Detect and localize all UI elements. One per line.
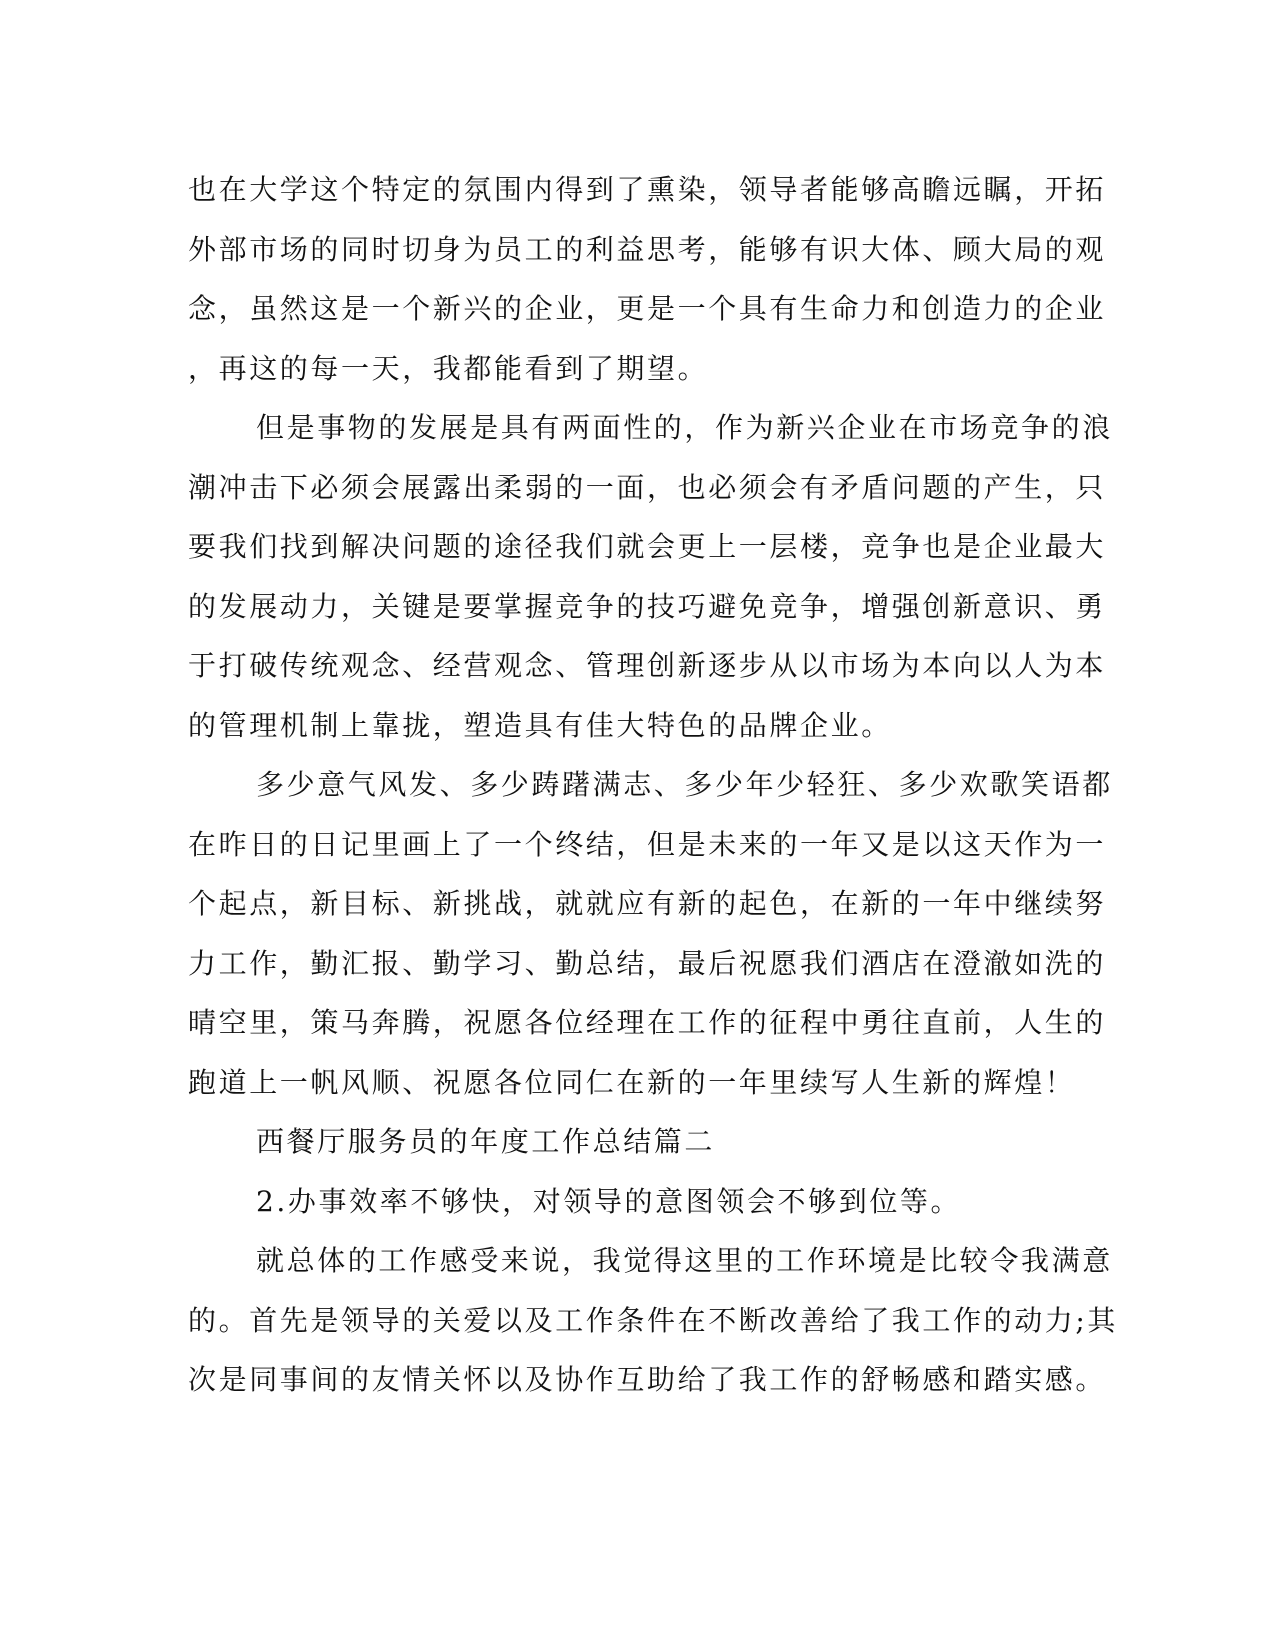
text-line: 也在大学这个特定的氛围内得到了熏染，领导者能够高瞻远瞩，开拓 (188, 173, 1107, 206)
text-line: 多少意气风发、多少踌躇满志、多少年少轻狂、多少欢歌笑语都 (256, 768, 1113, 801)
text-line: 的管理机制上靠拢，塑造具有佳大特色的品牌企业。 (188, 708, 892, 742)
text-line: 2.办事效率不够快，对领导的意图领会不够到位等。 (256, 1184, 962, 1218)
paragraph-6 (188, 1231, 1119, 1410)
text-line: 次是同事间的友情关怀以及协作互助给了我工作的舒畅感和踏实感。 (188, 1363, 1107, 1396)
heading-line: 西餐厅服务员的年度工作总结篇二 (256, 1125, 716, 1158)
section-heading (188, 1112, 1083, 1172)
paragraph-5 (188, 1172, 1083, 1232)
text-line: 跑道上一帆风顺、祝愿各位同仁在新的一年里续写人生新的辉煌！ (188, 1065, 1076, 1099)
text-line: 晴空里，策马奔腾，祝愿各位经理在工作的征程中勇往直前，人生的 (188, 1006, 1107, 1039)
document-body (188, 160, 1119, 1410)
text-line: 于打破传统观念、经营观念、管理创新逐步从以市场为本向以人为本 (188, 649, 1107, 682)
text-line: 个起点，新目标、新挑战，就就应有新的起色，在新的一年中继续努 (188, 887, 1107, 920)
text-line: 外部市场的同时切身为员工的利益思考，能够有识大体、顾大局的观 (188, 232, 1107, 266)
paragraph-1 (188, 160, 1107, 398)
text-line: 力工作，勤汇报、勤学习、勤总结，最后祝愿我们酒店在澄澈如洗的 (188, 946, 1107, 980)
text-line: ，再这的每一天，我都能看到了期望。 (188, 351, 709, 385)
text-line: 的。首先是领导的关爱以及工作条件在不断改善给了我工作的动力;其 (188, 1303, 1119, 1337)
paragraph-3 (188, 755, 1113, 1112)
text-line: 潮冲击下必须会展露出柔弱的一面，也必须会有矛盾问题的产生，只 (188, 470, 1107, 504)
text-line: 要我们找到解决问题的途径我们就会更上一层楼，竞争也是企业最大 (188, 530, 1107, 563)
text-line: 在昨日的日记里画上了一个终结，但是未来的一年又是以这天作为一 (188, 827, 1107, 861)
text-line: 但是事物的发展是具有两面性的，作为新兴企业在市场竞争的浪 (256, 411, 1113, 444)
paragraph-2 (188, 398, 1113, 755)
text-line: 就总体的工作感受来说，我觉得这里的工作环境是比较令我满意 (256, 1244, 1113, 1277)
text-line: 念，虽然这是一个新兴的企业，更是一个具有生命力和创造力的企业 (188, 292, 1107, 325)
text-line: 的发展动力，关键是要掌握竞争的技巧避免竞争，增强创新意识、勇 (188, 589, 1107, 623)
